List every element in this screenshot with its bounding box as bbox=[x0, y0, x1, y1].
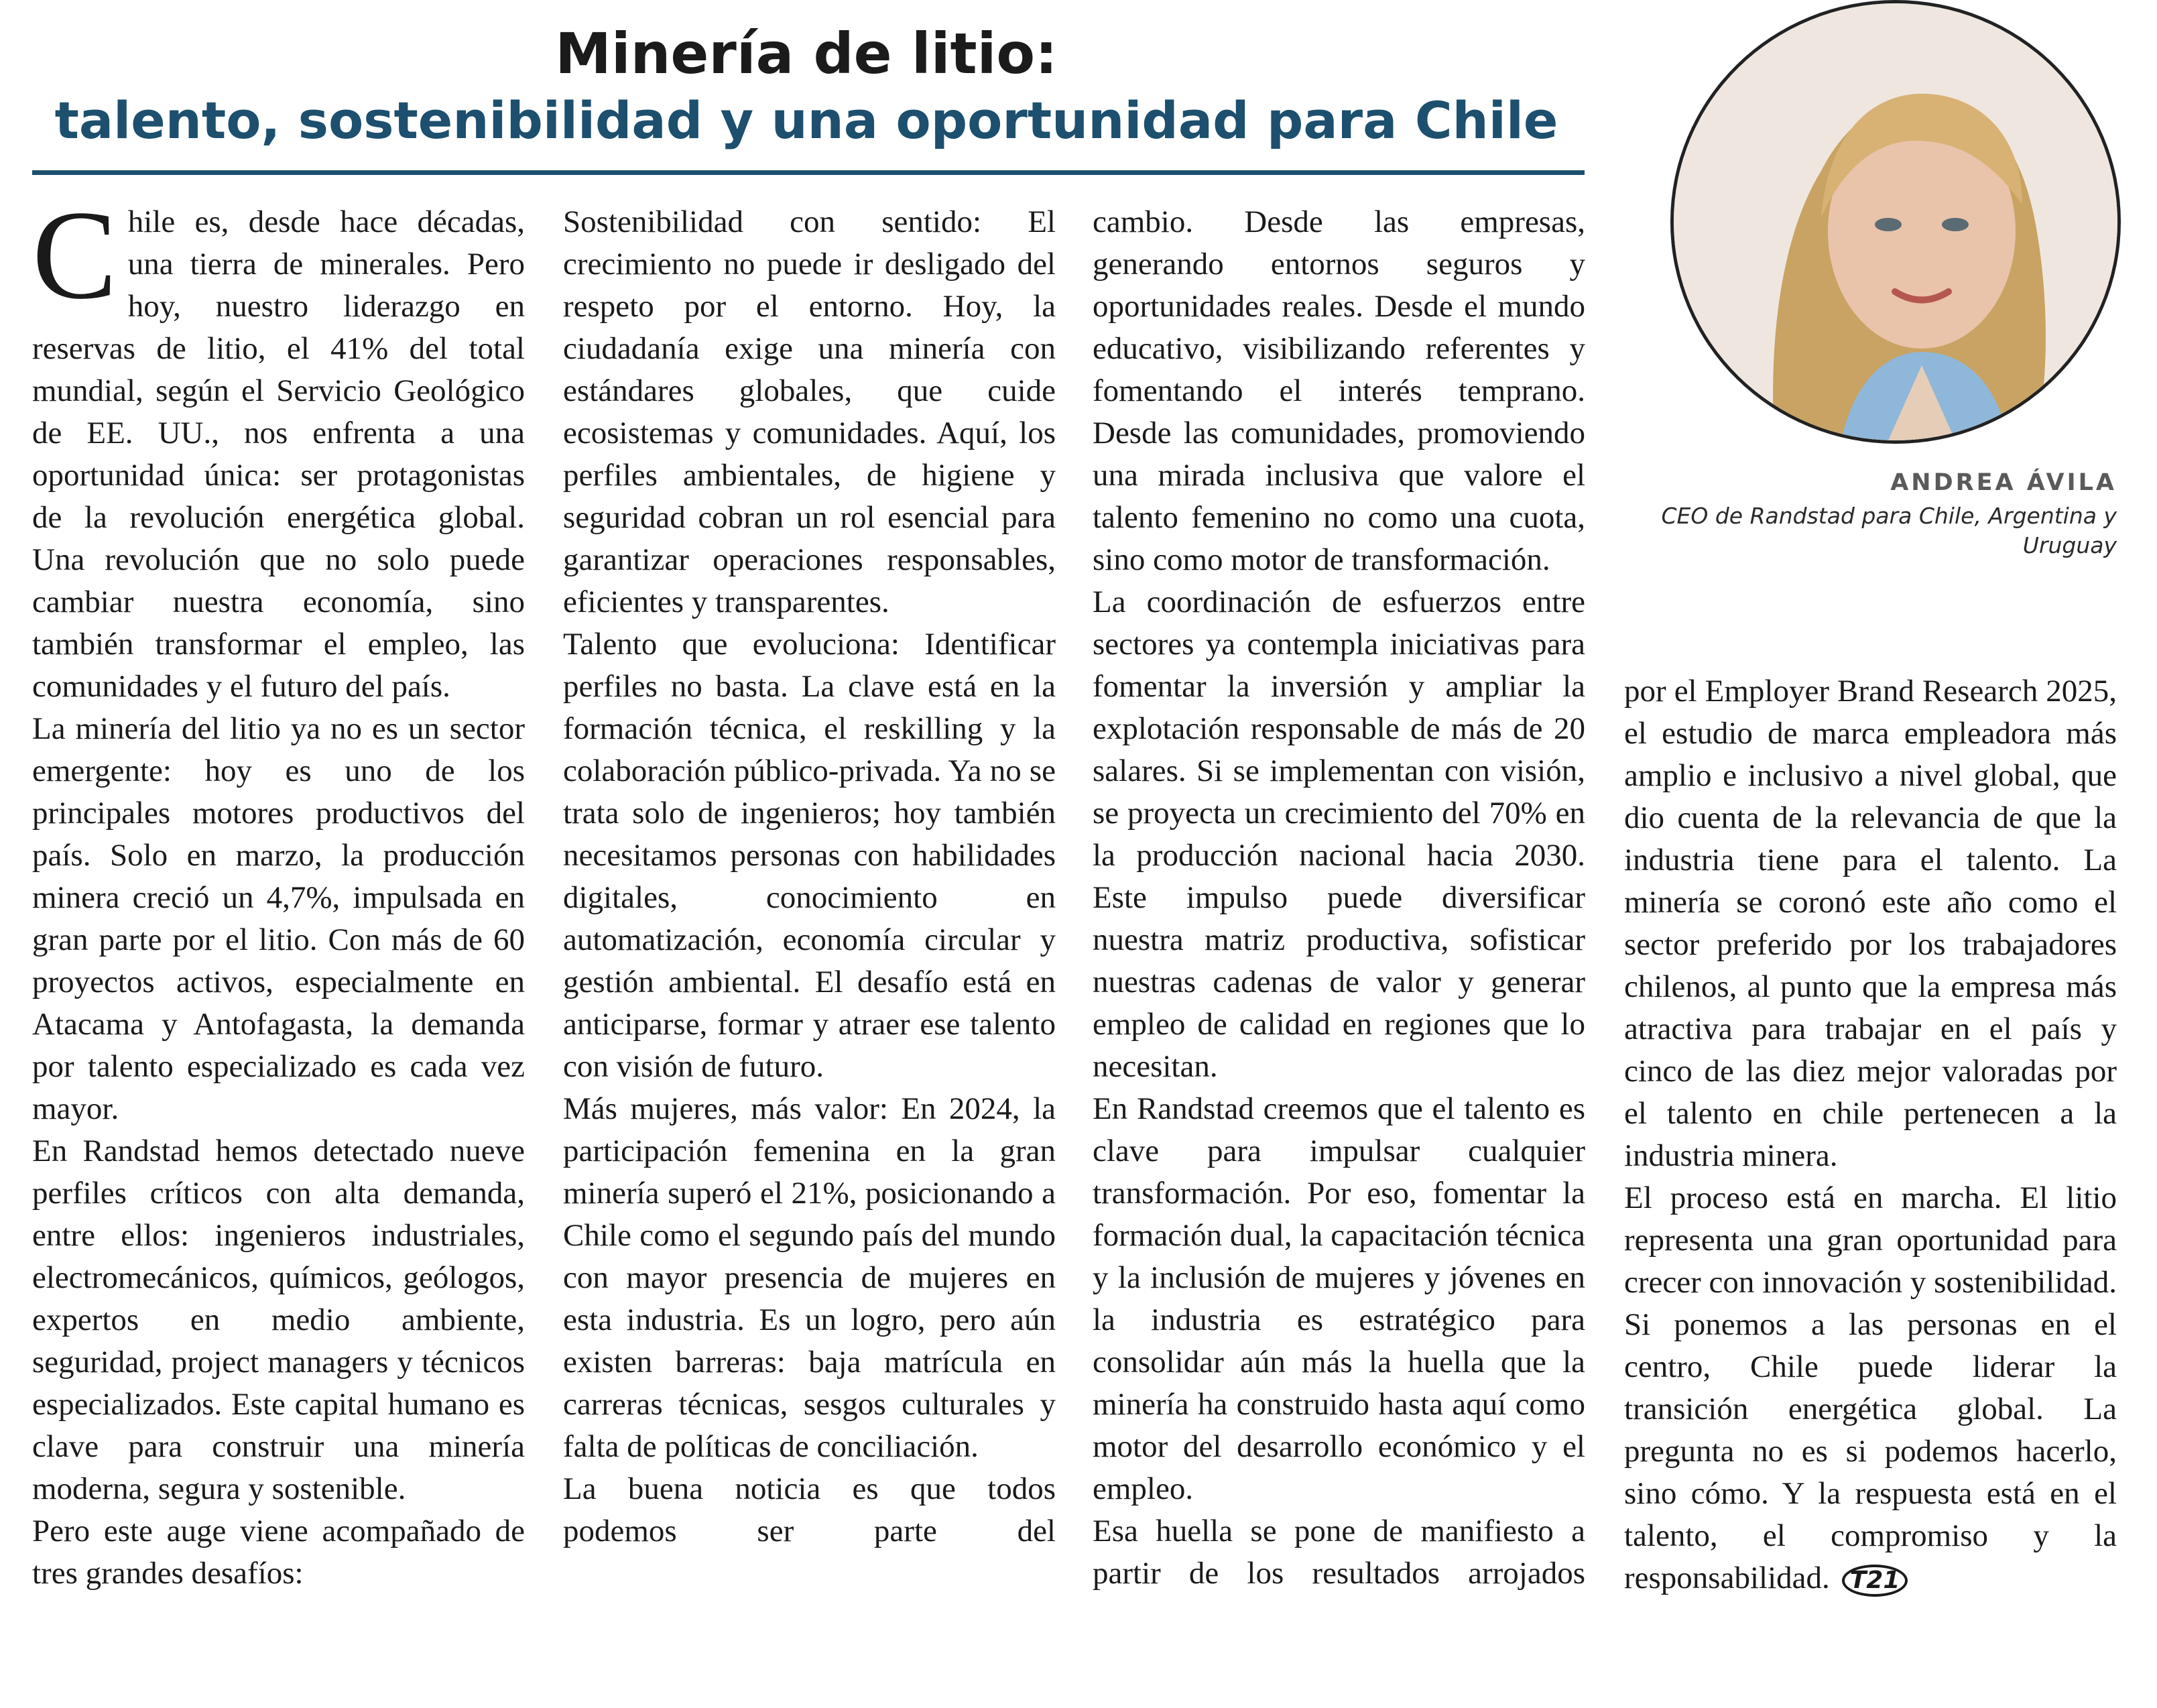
author-name: ANDREA ÁVILA bbox=[1890, 469, 2117, 496]
paragraph-10: En Randstad creemos que el talento es clave para impulsar cualquier transformación. Por eso, fomentar la formación dual, la capacitación técnica y la inclusión de mujeres y jóvenes en la industria es estratégico para consolidar aún más la huella que la minería ha construido hasta aquí como motor del desarrollo económico y el empleo. bbox=[1093, 1091, 1585, 1506]
drop-cap: C bbox=[32, 185, 117, 326]
paragraph-11-continued: por el Employer Brand Research 2025, el estudio de marca empleadora más amplio e inclusivo a nivel global, que dio cuenta de la relevancia de que la industria tiene para el talento. La minería se coronó este año como el sector preferido por los trabajadores chilenos, al punto que la empresa más atractiva para trabajar en el país y cinco de las diez mejor valoradas por el talento en chile pertenecen a la industria minera. bbox=[1624, 674, 2117, 1173]
article-column-4 bbox=[1624, 670, 2117, 1599]
paragraph-8-start: La buena noticia es que todos podemos ser parte del bbox=[563, 1471, 1056, 1548]
paragraph-4: Pero este auge viene acompañado de tres grandes desafíos: bbox=[32, 1514, 525, 1591]
author-portrait bbox=[1670, 0, 2121, 444]
article-title: Minería de litio: bbox=[555, 21, 1058, 86]
article-column-2 bbox=[563, 201, 1056, 1552]
paragraph-5: Sostenibilidad con sentido: El crecimiento no puede ir desligado del respeto por el entorno. Hoy, la ciudadanía exige una minería con estándares globales, que cuide ecosistemas y comunidades. Aquí, los perfiles ambientales, de higiene y seguridad cobran un rol esencial para garantizar operaciones responsables, eficientes y transparentes. bbox=[563, 204, 1056, 619]
author-photo-icon bbox=[1674, 3, 2117, 440]
paragraph-7: Más mujeres, más valor: En 2024, la participación femenina en la gran minería superó el 21%, posicionando a Chile como el segundo país del mundo con mayor presencia de mujeres en esta industria. Es un logro, pero aún existen barreras: baja matrícula en carreras técnicas, sesgos culturales y falta de políticas de conciliación. bbox=[563, 1091, 1056, 1464]
paragraph-1-text: hile es, desde hace décadas, una tierra de minerales. Pero hoy, nuestro liderazgo en reservas de litio, el 41% del total mundial, según el Servicio Geológico de EE. UU., nos enfrenta a una oportunidad única: ser protagonistas de la revolución energética global. Una revolución que no solo puede cambiar nuestra economía, sino también transformar el empleo, las comunidades y el futuro del país. bbox=[32, 204, 525, 704]
author-role: CEO de Randstad para Chile, Argentina y Uruguay bbox=[1661, 503, 2117, 558]
paragraph-8-continued: cambio. Desde las empresas, generando entornos seguros y oportunidades reales. Desde el mundo educativo, visibilizando referentes y fomentando el interés temprano. Desde las comunidades, promoviendo una mirada inclusiva que valore el talento femenino no como una cuota, sino como motor de transformación. bbox=[1093, 204, 1585, 577]
paragraph-1 bbox=[32, 185, 525, 708]
paragraph-6: Talento que evoluciona: Identificar perfiles no basta. La clave está en la formación técnica, el reskilling y la colaboración público-privada. Ya no se trata solo de ingenieros; hoy también necesitamos personas con habilidades digitales, conocimiento en automatización, economía circular y gestión ambiental. El desafío está en anticiparse, formar y atraer ese talento con visión de futuro. bbox=[563, 627, 1056, 1084]
paragraph-3: En Randstad hemos detectado nueve perfiles críticos con alta demanda, entre ellos: ingenieros industriales, electromecánicos, químicos, geólogos, expertos en medio ambiente, seguridad, project managers y técnicos especializados. Este capital humano es clave para construir una minería moderna, segura y sostenible. bbox=[32, 1134, 525, 1506]
article-column-1 bbox=[32, 185, 525, 1595]
paragraph-9: La coordinación de esfuerzos entre sectores ya contempla iniciativas para fomentar la inversión y ampliar la explotación responsable de más de 20 salares. Si se implementan con visión, se proyecta un crecimiento del 70% en la producción nacional hacia 2030. Este impulso puede diversificar nuestra matriz productiva, sofisticar nuestras cadenas de valor y generar empleo de calidad en regiones que lo necesitan. bbox=[1093, 585, 1585, 1084]
paragraph-11-start: Esa huella se pone de manifiesto a partir de los resultados arrojados bbox=[1093, 1514, 1585, 1591]
paragraph-12-text: El proceso está en marcha. El litio representa una gran oportunidad para crecer con innovación y sostenibilidad. Si ponemos a las personas en el centro, Chile puede liderar la transición energética global. La pregunta no es si podemos hacerlo, sino cómo. Y la respuesta está en el talento, el compromiso y la responsabilidad. bbox=[1624, 1180, 2117, 1595]
end-mark-logo: T21 bbox=[1842, 1565, 1908, 1597]
article-column-3 bbox=[1093, 201, 1585, 1595]
paragraph-12 bbox=[1624, 1177, 2117, 1599]
title-divider bbox=[32, 170, 1585, 175]
paragraph-2: La minería del litio ya no es un sector emergente: hoy es uno de los principales motores productivos del país. Solo en marzo, la producción minera creció un 4,7%, impulsada en gran parte por el litio. Con más de 60 proyectos activos, especialmente en Atacama y Antofagasta, la demanda por talento especializado es cada vez mayor. bbox=[32, 711, 525, 1126]
article-subtitle: talento, sostenibilidad y una oportunidad para Chile bbox=[54, 90, 1558, 150]
